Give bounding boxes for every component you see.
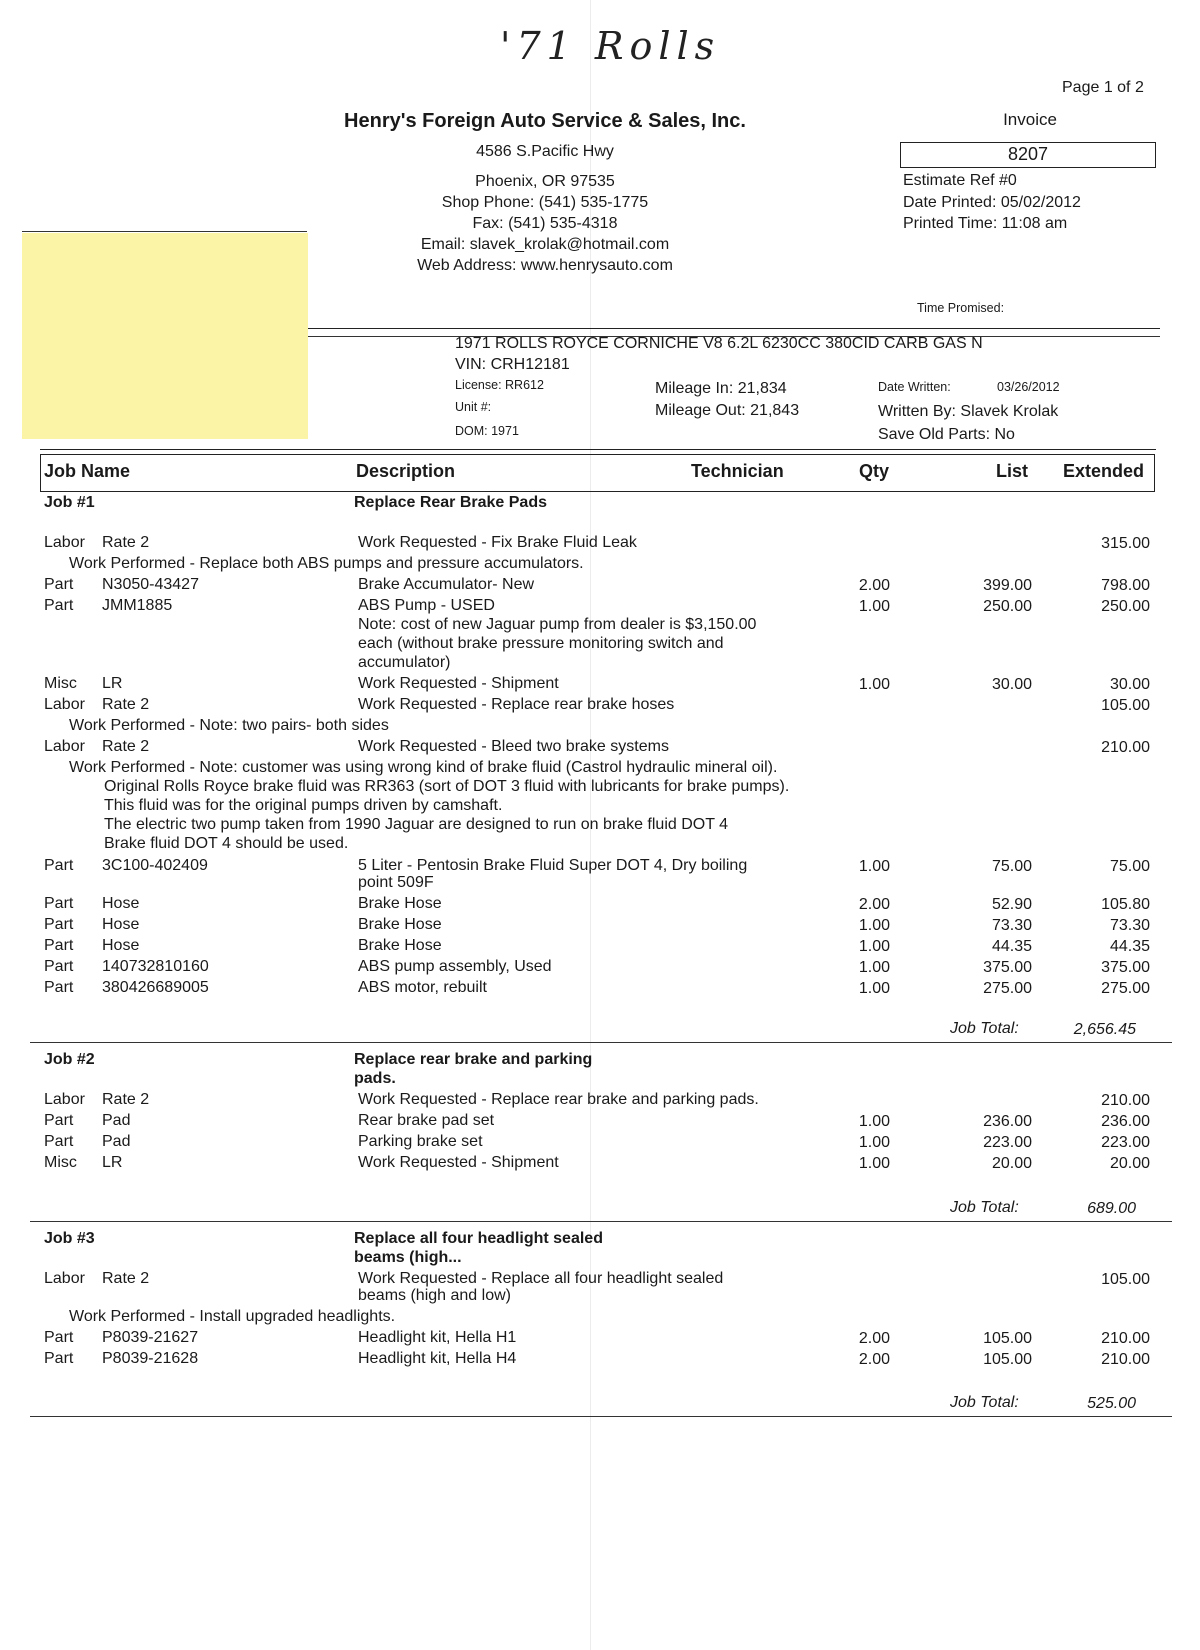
line-extended: 210.00: [1101, 739, 1150, 756]
line-type: Part: [44, 916, 74, 933]
line-code: 3C100-402409: [102, 857, 208, 874]
line-list: 52.90: [991, 896, 1032, 913]
invoice-number-box: [900, 142, 1156, 168]
line-code: Rate 2: [102, 696, 150, 713]
line-extended: 236.00: [1101, 1113, 1150, 1130]
line-list: 236.00: [983, 1113, 1032, 1130]
line-code: Rate 2: [102, 534, 150, 551]
line-code: LR: [102, 1154, 123, 1171]
line-qty: 1.00: [858, 858, 890, 875]
job-title: beams (high...: [354, 1249, 462, 1266]
line-description: Work Requested - Replace all four headlight sealed: [358, 1270, 724, 1287]
job-name: Job #3: [44, 1230, 95, 1247]
job-total: 2,656.45: [1073, 1021, 1136, 1038]
line-description: Work Requested - Bleed two brake systems: [358, 738, 669, 755]
line-description: Brake Hose: [358, 937, 442, 954]
date-written: 03/26/2012: [997, 380, 1060, 394]
line-extended: 210.00: [1101, 1330, 1150, 1347]
line-type: Labor: [44, 1091, 85, 1108]
line-type: Labor: [44, 1270, 85, 1287]
line-code: Pad: [102, 1133, 131, 1150]
line-type: Misc: [44, 1154, 77, 1171]
vehicle-description: 1971 ROLLS ROYCE CORNICHE V8 6.2L 6230CC 380CID CARB GAS N: [455, 335, 983, 352]
estimate-ref: Estimate Ref #0: [903, 172, 1017, 189]
invoice-number: 8207: [1007, 144, 1049, 164]
job-name: Job #2: [44, 1051, 95, 1068]
line-code: Hose: [102, 895, 140, 912]
line-type: Part: [44, 958, 74, 975]
col-job-name: Job Name: [44, 461, 131, 481]
date-printed: Date Printed: 05/02/2012: [903, 194, 1081, 211]
line-extended: 798.00: [1101, 577, 1150, 594]
line-type: Part: [44, 979, 74, 996]
line-description: Headlight kit, Hella H1: [358, 1329, 517, 1346]
job-title: pads.: [354, 1070, 396, 1087]
line-extended: 250.00: [1101, 598, 1150, 615]
line-code: 380426689005: [102, 979, 209, 996]
line-qty: 1.00: [858, 980, 890, 997]
line-description: Work Requested - Fix Brake Fluid Leak: [358, 534, 637, 551]
job-total-label: Job Total:: [950, 1020, 1019, 1037]
line-list: 44.35: [991, 938, 1032, 955]
line-qty: 2.00: [858, 577, 890, 594]
line-qty: 1.00: [858, 917, 890, 934]
work-performed: Work Performed - Replace both ABS pumps and pressure accumulators.: [69, 555, 584, 572]
line-code: 140732810160: [102, 958, 209, 975]
line-list: 399.00: [983, 577, 1032, 594]
line-type: Part: [44, 1350, 74, 1367]
work-performed-note: The electric two pump taken from 1990 Jaguar are designed to run on brake fluid DOT 4: [104, 816, 729, 833]
line-extended: 210.00: [1101, 1092, 1150, 1109]
company-phone: Shop Phone: (541) 535-1775: [441, 194, 649, 211]
date-written-label: Date Written:: [878, 380, 951, 394]
line-description: Work Requested - Replace rear brake hoses: [358, 696, 675, 713]
line-extended: 44.35: [1109, 938, 1150, 955]
line-description: beams (high and low): [358, 1287, 511, 1304]
col-technician: Technician: [691, 461, 784, 481]
line-extended: 105.00: [1101, 697, 1150, 714]
company-email: Email: slavek_krolak@hotmail.com: [420, 236, 670, 253]
job-divider: [30, 1416, 1172, 1417]
line-qty: 2.00: [858, 1351, 890, 1368]
line-type: Part: [44, 937, 74, 954]
line-type: Part: [44, 576, 74, 593]
col-list: List: [996, 461, 1029, 481]
line-extended: 315.00: [1101, 535, 1150, 552]
line-code: Pad: [102, 1112, 131, 1129]
time-promised: Time Promised:: [917, 301, 1005, 315]
line-type: Labor: [44, 738, 85, 755]
redaction-sticky-note: [22, 233, 308, 439]
job-divider: [30, 1221, 1172, 1222]
job-total: 689.00: [1087, 1200, 1136, 1217]
line-type: Labor: [44, 534, 85, 551]
line-type: Part: [44, 857, 74, 874]
line-list: 375.00: [983, 959, 1032, 976]
line-qty: 1.00: [858, 1155, 890, 1172]
line-description: ABS Pump - USED: [358, 597, 495, 614]
line-list: 73.30: [991, 917, 1032, 934]
work-performed-note: Brake fluid DOT 4 should be used.: [104, 835, 349, 852]
job-title: Replace all four headlight sealed: [354, 1230, 603, 1247]
line-extended: 223.00: [1101, 1134, 1150, 1151]
line-code: N3050-43427: [102, 576, 199, 593]
line-list: 30.00: [991, 676, 1032, 693]
company-web: Web Address: www.henrysauto.com: [417, 257, 673, 274]
line-extended: 30.00: [1109, 676, 1150, 693]
work-performed: Work Performed - Note: two pairs- both sides: [69, 717, 389, 734]
line-list: 75.00: [991, 858, 1032, 875]
invoice-label: Invoice: [1003, 110, 1057, 129]
line-code: P8039-21627: [102, 1329, 199, 1346]
company-name: Henry's Foreign Auto Service & Sales, Inc.: [344, 110, 746, 132]
line-extended: 105.00: [1101, 1271, 1150, 1288]
line-qty: 1.00: [858, 1134, 890, 1151]
line-type: Part: [44, 1329, 74, 1346]
line-type: Labor: [44, 696, 85, 713]
rule: [308, 328, 1160, 329]
line-type: Misc: [44, 675, 77, 692]
line-code: JMM1885: [102, 597, 173, 614]
line-description: 5 Liter - Pentosin Brake Fluid Super DOT 4, Dry boiling: [358, 857, 748, 874]
line-qty: 2.00: [858, 896, 890, 913]
line-list: 275.00: [983, 980, 1032, 997]
line-qty: 2.00: [858, 1330, 890, 1347]
job-name: Job #1: [44, 494, 95, 511]
work-performed-note: This fluid was for the original pumps driven by camshaft.: [104, 797, 503, 814]
mileage-out: Mileage Out: 21,843: [655, 402, 800, 419]
line-code: Rate 2: [102, 738, 150, 755]
line-list: 20.00: [991, 1155, 1032, 1172]
company-city: Phoenix, OR 97535: [475, 173, 615, 190]
line-extended: 210.00: [1101, 1351, 1150, 1368]
line-description: Brake Hose: [358, 916, 442, 933]
col-extended: Extended: [1063, 461, 1145, 481]
page-indicator: Page 1 of 2: [1062, 79, 1144, 96]
line-description: Work Requested - Shipment: [358, 1154, 559, 1171]
job-total: 525.00: [1087, 1395, 1136, 1412]
line-list: 250.00: [983, 598, 1032, 615]
mileage-in: Mileage In: 21,834: [655, 380, 787, 397]
line-description: Rear brake pad set: [358, 1112, 495, 1129]
line-code: LR: [102, 675, 123, 692]
save-old-parts: Save Old Parts: No: [878, 426, 1015, 443]
table-header: [40, 454, 1155, 492]
line-type: Part: [44, 1112, 74, 1129]
line-description: Parking brake set: [358, 1133, 483, 1150]
line-description: Work Requested - Replace rear brake and parking pads.: [358, 1091, 759, 1108]
line-extended: 105.80: [1101, 896, 1150, 913]
work-performed: Work Performed - Note: customer was using wrong kind of brake fluid (Castrol hydraulic mineral oil).: [69, 759, 778, 776]
line-qty: 1.00: [858, 1113, 890, 1130]
col-qty: Qty: [859, 461, 890, 481]
line-description: ABS motor, rebuilt: [358, 979, 487, 996]
line-code: Hose: [102, 916, 140, 933]
line-note: accumulator): [358, 654, 451, 671]
line-note: each (without brake pressure monitoring switch and: [358, 635, 724, 652]
line-description: Brake Hose: [358, 895, 442, 912]
job-title: Replace Rear Brake Pads: [354, 494, 547, 511]
line-qty: 1.00: [858, 676, 890, 693]
line-qty: 1.00: [858, 938, 890, 955]
line-note: Note: cost of new Jaguar pump from dealer is $3,150.00: [358, 616, 757, 633]
line-extended: 375.00: [1101, 959, 1150, 976]
job-total-label: Job Total:: [950, 1199, 1019, 1216]
line-extended: 75.00: [1109, 858, 1150, 875]
line-description: Headlight kit, Hella H4: [358, 1350, 517, 1367]
vehicle-license: License: RR612: [455, 378, 544, 392]
line-description: Work Requested - Shipment: [358, 675, 559, 692]
company-fax: Fax: (541) 535-4318: [472, 215, 618, 232]
work-performed-note: Original Rolls Royce brake fluid was RR363 (sort of DOT 3 fluid with lubricants for brake pumps).: [104, 778, 790, 795]
vehicle-dom: DOM: 1971: [455, 424, 519, 438]
line-extended: 73.30: [1109, 917, 1150, 934]
written-by: Written By: Slavek Krolak: [878, 403, 1059, 420]
line-extended: 275.00: [1101, 980, 1150, 997]
line-type: Part: [44, 895, 74, 912]
line-qty: 1.00: [858, 959, 890, 976]
company-address: 4586 S.Pacific Hwy: [476, 143, 614, 160]
vehicle-vin: VIN: CRH12181: [455, 356, 570, 373]
line-extended: 20.00: [1109, 1155, 1150, 1172]
line-code: Rate 2: [102, 1270, 150, 1287]
line-description: ABS pump assembly, Used: [358, 958, 552, 975]
job-divider: [30, 1042, 1172, 1043]
line-list: 105.00: [983, 1351, 1032, 1368]
line-qty: 1.00: [858, 598, 890, 615]
line-type: Part: [44, 597, 74, 614]
line-list: 223.00: [983, 1134, 1032, 1151]
job-title: Replace rear brake and parking: [354, 1051, 593, 1068]
line-code: P8039-21628: [102, 1350, 199, 1367]
printed-time: Printed Time: 11:08 am: [903, 215, 1068, 232]
handwritten-note: '71 Rolls: [500, 24, 721, 68]
rule: [40, 449, 1156, 450]
job-total-label: Job Total:: [950, 1394, 1019, 1411]
line-code: Rate 2: [102, 1091, 150, 1108]
line-list: 105.00: [983, 1330, 1032, 1347]
line-type: Part: [44, 1133, 74, 1150]
rule: [22, 231, 307, 232]
work-performed: Work Performed - Install upgraded headlights.: [69, 1308, 396, 1325]
line-description: point 509F: [358, 874, 434, 891]
line-code: Hose: [102, 937, 140, 954]
vehicle-unit: Unit #:: [455, 400, 492, 414]
line-description: Brake Accumulator- New: [358, 576, 535, 593]
col-description: Description: [356, 461, 456, 481]
